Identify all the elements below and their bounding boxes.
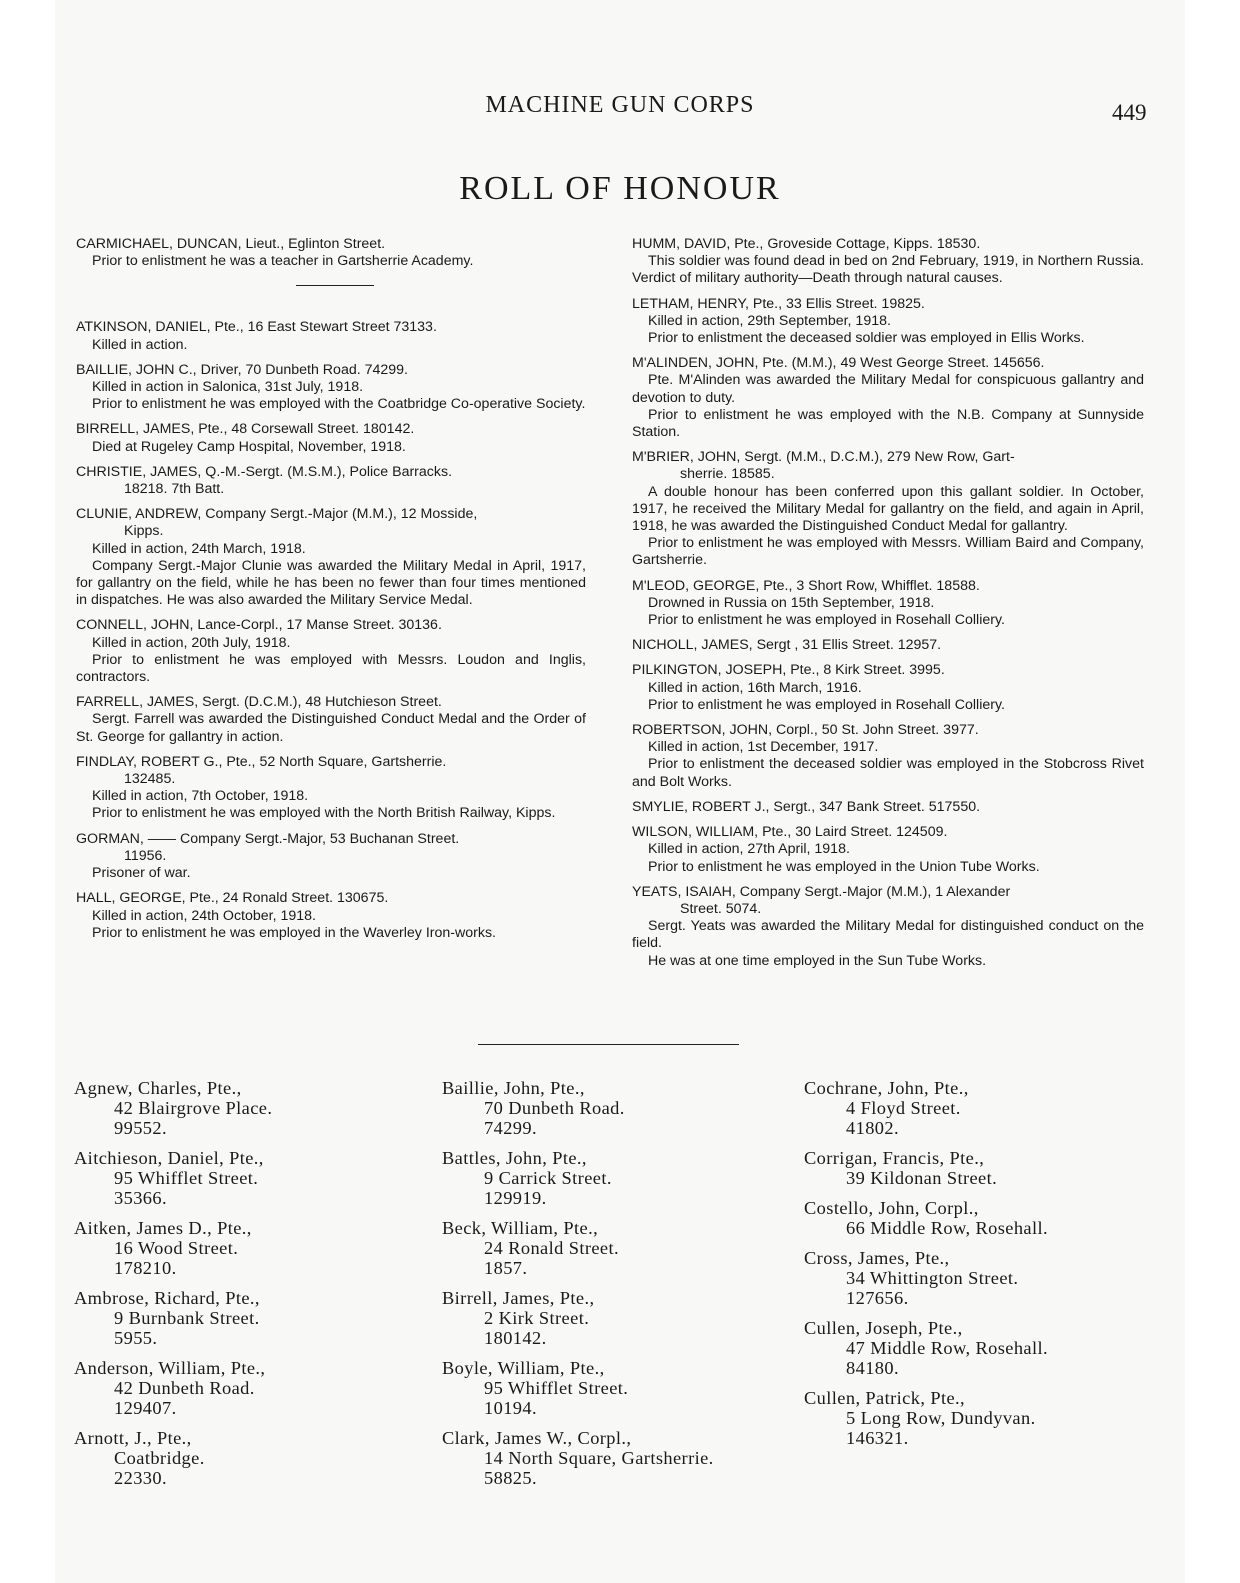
person-number: 129919.	[484, 1188, 547, 1208]
person-address: 95 Whifflet Street.	[484, 1378, 629, 1398]
person-number: 180142.	[484, 1328, 547, 1348]
entry-text: Killed in action in Salonica, 31st July, 1918.	[92, 379, 364, 396]
entry-heading: CHRISTIE, JAMES, Q.-M.-Sergt. (M.S.M.), Police Barracks.	[76, 463, 453, 480]
entry-text: Prior to enlistment the deceased soldier was employed in the Stobcross Rivet and Bolt Works.	[632, 756, 1144, 790]
entry-text: Prior to enlistment he was employed with the N.B. Company at Sunnyside Station.	[632, 406, 1144, 441]
person-number: 5955.	[114, 1328, 158, 1348]
entry-text: This soldier was found dead in bed on 2nd February, 1919, in Northern Russia. Verdict of military authority—Death through natural causes.	[632, 253, 1144, 287]
person-address: Coatbridge.	[114, 1448, 205, 1468]
entry-text: Killed in action, 29th September, 1918.	[648, 312, 891, 329]
name-list-item	[804, 1318, 1184, 1378]
name-list-item	[442, 1218, 782, 1278]
entry-text: Prisoner of war.	[92, 865, 191, 882]
entry-heading: CARMICHAEL, DUNCAN, Lieut., Eglinton Street.	[76, 236, 386, 252]
entry-heading: NICHOLL, JAMES, Sergt , 31 Ellis Street. 12957.	[632, 637, 942, 654]
roll-entry	[632, 884, 1144, 970]
entry-text: Street. 5074.	[680, 900, 762, 917]
entry-text: Killed in action, 1st December, 1917.	[648, 739, 879, 756]
roll-entry	[632, 799, 1144, 816]
person-name: Cross, James, Pte.,	[804, 1248, 950, 1268]
name-list-item	[804, 1198, 1184, 1238]
entry-text: Prior to enlistment the deceased soldier was employed in Ellis Works.	[648, 330, 1085, 347]
person-name: Aitken, James D., Pte.,	[74, 1218, 252, 1238]
person-address: 5 Long Row, Dundyvan.	[846, 1408, 1036, 1428]
person-name: Clark, James W., Corpl.,	[442, 1428, 632, 1448]
entry-text: 132485.	[124, 771, 176, 788]
entry-text: Prior to enlistment he was employed with the Coatbridge Co-operative Society.	[92, 396, 586, 413]
entry-text: Company Sergt.-Major Clunie was awarded the Military Medal in April, 1917, for gallantry on the field, while he has been no fewer than four times mentioned in dispatches. He was also awarded the Military Service Medal.	[76, 557, 586, 609]
roll-entry	[76, 617, 586, 686]
entry-text: Killed in action, 7th October, 1918.	[92, 788, 309, 805]
entry-heading: M'LEOD, GEORGE, Pte., 3 Short Row, Whifflet. 18588.	[632, 577, 980, 594]
roll-entry	[76, 694, 586, 746]
person-name: Battles, John, Pte.,	[442, 1148, 587, 1168]
person-name: Anderson, William, Pte.,	[74, 1358, 266, 1378]
person-name: Birrell, James, Pte.,	[442, 1288, 595, 1308]
person-name: Ambrose, Richard, Pte.,	[74, 1288, 260, 1308]
entry-heading: PILKINGTON, JOSEPH, Pte., 8 Kirk Street. 3995.	[632, 662, 945, 679]
ranks-entries-continued	[632, 236, 1144, 970]
roll-entry	[76, 421, 586, 455]
person-name: Corrigan, Francis, Pte.,	[804, 1148, 985, 1168]
person-name: Cullen, Joseph, Pte.,	[804, 1318, 963, 1338]
roll-entry	[632, 722, 1144, 791]
entry-text: Killed in action, 16th March, 1916.	[648, 679, 862, 696]
entry-heading: HUMM, DAVID, Pte., Groveside Cottage, Kipps. 18530.	[632, 236, 981, 252]
person-name: Boyle, William, Pte.,	[442, 1358, 605, 1378]
person-address: 14 North Square, Gartsherrie.	[484, 1448, 714, 1468]
person-number: 35366.	[114, 1188, 167, 1208]
entry-text: Killed in action, 20th July, 1918.	[92, 634, 291, 651]
person-address: 95 Whifflet Street.	[114, 1168, 259, 1188]
entry-text: Prior to enlistment he was employed with Messrs. William Baird and Company, Gartsherrie.	[632, 535, 1144, 569]
roll-entry	[632, 296, 1144, 348]
roll-entry	[76, 319, 586, 353]
entry-heading: CONNELL, JOHN, Lance-Corpl., 17 Manse Street. 30136.	[76, 617, 442, 634]
entry-heading: FINDLAY, ROBERT G., Pte., 52 North Square, Gartsherrie.	[76, 753, 447, 770]
entry-heading: HALL, GEORGE, Pte., 24 Ronald Street. 130675.	[76, 890, 389, 907]
entry-heading: ROBERTSON, JOHN, Corpl., 50 St. John Street. 3977.	[632, 722, 979, 739]
person-number: 22330.	[114, 1468, 167, 1488]
name-list-item	[442, 1148, 782, 1208]
entry-heading: FARRELL, JAMES, Sergt. (D.C.M.), 48 Hutchieson Street.	[76, 694, 442, 711]
person-number: 127656.	[846, 1288, 909, 1308]
roll-entry	[76, 236, 586, 270]
roll-column-left	[76, 236, 586, 950]
person-number: 146321.	[846, 1428, 909, 1448]
person-number: 129407.	[114, 1398, 177, 1418]
entry-text: Died at Rugeley Camp Hospital, November, 1918.	[92, 438, 406, 455]
roll-entry	[632, 824, 1144, 876]
entry-text: Prior to enlistment he was employed in the Waverley Iron-works.	[92, 924, 496, 941]
name-list-item	[74, 1218, 404, 1278]
officer-entries	[76, 236, 586, 270]
entry-text: He was at one time employed in the Sun Tube Works.	[648, 952, 987, 969]
person-name: Aitchieson, Daniel, Pte.,	[74, 1148, 264, 1168]
name-list-item	[804, 1148, 1184, 1188]
entry-text: A double honour has been conferred upon this gallant soldier. In October, 1917, he received the Military Medal for gallantry on the field, and again in April, 1918, he was awarded the Distinguished Conduct Medal for gallantry.	[632, 483, 1144, 535]
roll-entry	[632, 236, 1144, 288]
person-address: 66 Middle Row, Rosehall.	[846, 1218, 1049, 1238]
name-list-item	[804, 1078, 1184, 1138]
divider-rule	[296, 285, 374, 286]
entry-text: Killed in action, 24th October, 1918.	[92, 907, 316, 924]
section-divider	[478, 1044, 739, 1045]
person-address: 39 Kildonan Street.	[846, 1168, 998, 1188]
person-address: 9 Burnbank Street.	[114, 1308, 260, 1328]
person-number: 84180.	[846, 1358, 899, 1378]
name-list-item	[442, 1428, 782, 1488]
entry-text: Prior to enlistment he was employed with the North British Railway, Kipps.	[92, 805, 556, 822]
name-list-item	[804, 1248, 1184, 1308]
name-list-item	[804, 1388, 1184, 1448]
entry-text: Drowned in Russia on 15th September, 1918.	[648, 594, 935, 611]
entry-heading: WILSON, WILLIAM, Pte., 30 Laird Street. 124509.	[632, 824, 948, 841]
entry-text: Kipps.	[124, 523, 164, 540]
roll-title: ROLL OF HONOUR	[459, 170, 781, 207]
entry-text: 11956.	[124, 847, 167, 864]
name-list-column-2	[442, 1078, 782, 1498]
person-name: Cochrane, John, Pte.,	[804, 1078, 969, 1098]
roll-entry	[76, 506, 586, 609]
person-number: 1857.	[484, 1258, 528, 1278]
roll-entry	[632, 662, 1144, 714]
entry-heading: CLUNIE, ANDREW, Company Sergt.-Major (M.M.), 12 Mosside,	[76, 506, 478, 523]
name-list-item	[74, 1428, 404, 1488]
roll-entry	[632, 578, 1144, 630]
roll-entry	[632, 637, 1144, 654]
name-list-item	[442, 1078, 782, 1138]
person-address: 47 Middle Row, Rosehall.	[846, 1338, 1049, 1358]
running-head: MACHINE GUN CORPS	[485, 92, 755, 118]
name-list-column-1	[74, 1078, 404, 1498]
person-number: 10194.	[484, 1398, 537, 1418]
roll-entry	[76, 754, 586, 823]
person-name: Beck, William, Pte.,	[442, 1218, 599, 1238]
person-address: 34 Whittington Street.	[846, 1268, 1019, 1288]
roll-entry	[76, 464, 586, 498]
person-name: Baillie, John, Pte.,	[442, 1078, 585, 1098]
person-number: 58825.	[484, 1468, 537, 1488]
entry-heading: M'ALINDEN, JOHN, Pte. (M.M.), 49 West George Street. 145656.	[632, 355, 1045, 372]
person-address: 2 Kirk Street.	[484, 1308, 590, 1328]
entry-heading: M'BRIER, JOHN, Sergt. (M.M., D.C.M.), 279 New Row, Gart-	[632, 449, 1015, 466]
person-name: Arnott, J., Pte.,	[74, 1428, 192, 1448]
roll-entry	[76, 831, 586, 883]
name-list-item	[74, 1148, 404, 1208]
ranks-entries	[76, 319, 586, 942]
person-address: 24 Ronald Street.	[484, 1238, 620, 1258]
name-list-item	[74, 1288, 404, 1348]
name-list-column-3	[804, 1078, 1184, 1458]
entry-text: Sergt. Farrell was awarded the Distinguished Conduct Medal and the Order of St. George for gallantry in action.	[76, 711, 586, 745]
entry-heading: BIRRELL, JAMES, Pte., 48 Corsewall Street. 180142.	[76, 421, 415, 438]
entry-text: Prior to enlistment he was employed in Rosehall Colliery.	[648, 696, 1005, 713]
person-number: 99552.	[114, 1118, 167, 1138]
roll-entry	[76, 362, 586, 414]
person-number: 41802.	[846, 1118, 899, 1138]
name-list-item	[442, 1288, 782, 1348]
entry-heading: ATKINSON, DANIEL, Pte., 16 East Stewart Street 73133.	[76, 319, 437, 336]
entry-heading: BAILLIE, JOHN C., Driver, 70 Dunbeth Road. 74299.	[76, 361, 408, 378]
roll-entry	[632, 355, 1144, 441]
person-address: 70 Dunbeth Road.	[484, 1098, 625, 1118]
entry-text: Killed in action, 27th April, 1918.	[648, 841, 850, 858]
person-address: 42 Dunbeth Road.	[114, 1378, 255, 1398]
person-address: 16 Wood Street.	[114, 1238, 239, 1258]
person-address: 4 Floyd Street.	[846, 1098, 961, 1118]
name-list-item	[74, 1358, 404, 1418]
entry-text: Prior to enlistment he was a teacher in Gartsherrie Academy.	[92, 253, 474, 270]
name-list-item	[442, 1358, 782, 1418]
entry-heading: GORMAN, —— Company Sergt.-Major, 53 Buchanan Street.	[76, 830, 460, 847]
page-number: 449	[1112, 100, 1147, 125]
entry-heading: SMYLIE, ROBERT J., Sergt., 347 Bank Street. 517550.	[632, 798, 981, 815]
name-list-item	[74, 1078, 404, 1138]
entry-text: sherrie. 18585.	[680, 466, 775, 483]
roll-column-right	[632, 236, 1144, 978]
entry-text: Prior to enlistment he was employed with Messrs. Loudon and Inglis, contractors.	[76, 651, 586, 686]
entry-text: Killed in action.	[92, 336, 188, 353]
roll-entry	[76, 890, 586, 942]
person-address: 42 Blairgrove Place.	[114, 1098, 273, 1118]
entry-text: Pte. M'Alinden was awarded the Military Medal for conspicuous gallantry and devotion to duty.	[632, 372, 1144, 406]
entry-heading: YEATS, ISAIAH, Company Sergt.-Major (M.M.), 1 Alexander	[632, 883, 1011, 900]
person-number: 74299.	[484, 1118, 537, 1138]
person-name: Cullen, Patrick, Pte.,	[804, 1388, 966, 1408]
entry-text: Killed in action, 24th March, 1918.	[92, 540, 306, 557]
entry-text: Prior to enlistment he was employed in the Union Tube Works.	[648, 858, 1040, 875]
entry-text: Prior to enlistment he was employed in Rosehall Colliery.	[648, 612, 1005, 629]
person-name: Agnew, Charles, Pte.,	[74, 1078, 242, 1098]
entry-heading: LETHAM, HENRY, Pte., 33 Ellis Street. 19825.	[632, 295, 925, 312]
person-name: Costello, John, Corpl.,	[804, 1198, 979, 1218]
person-address: 9 Carrick Street.	[484, 1168, 612, 1188]
roll-entry	[632, 449, 1144, 569]
entry-text: Sergt. Yeats was awarded the Military Medal for distinguished conduct on the field.	[632, 918, 1144, 952]
person-number: 178210.	[114, 1258, 177, 1278]
entry-text: 18218. 7th Batt.	[124, 481, 225, 498]
